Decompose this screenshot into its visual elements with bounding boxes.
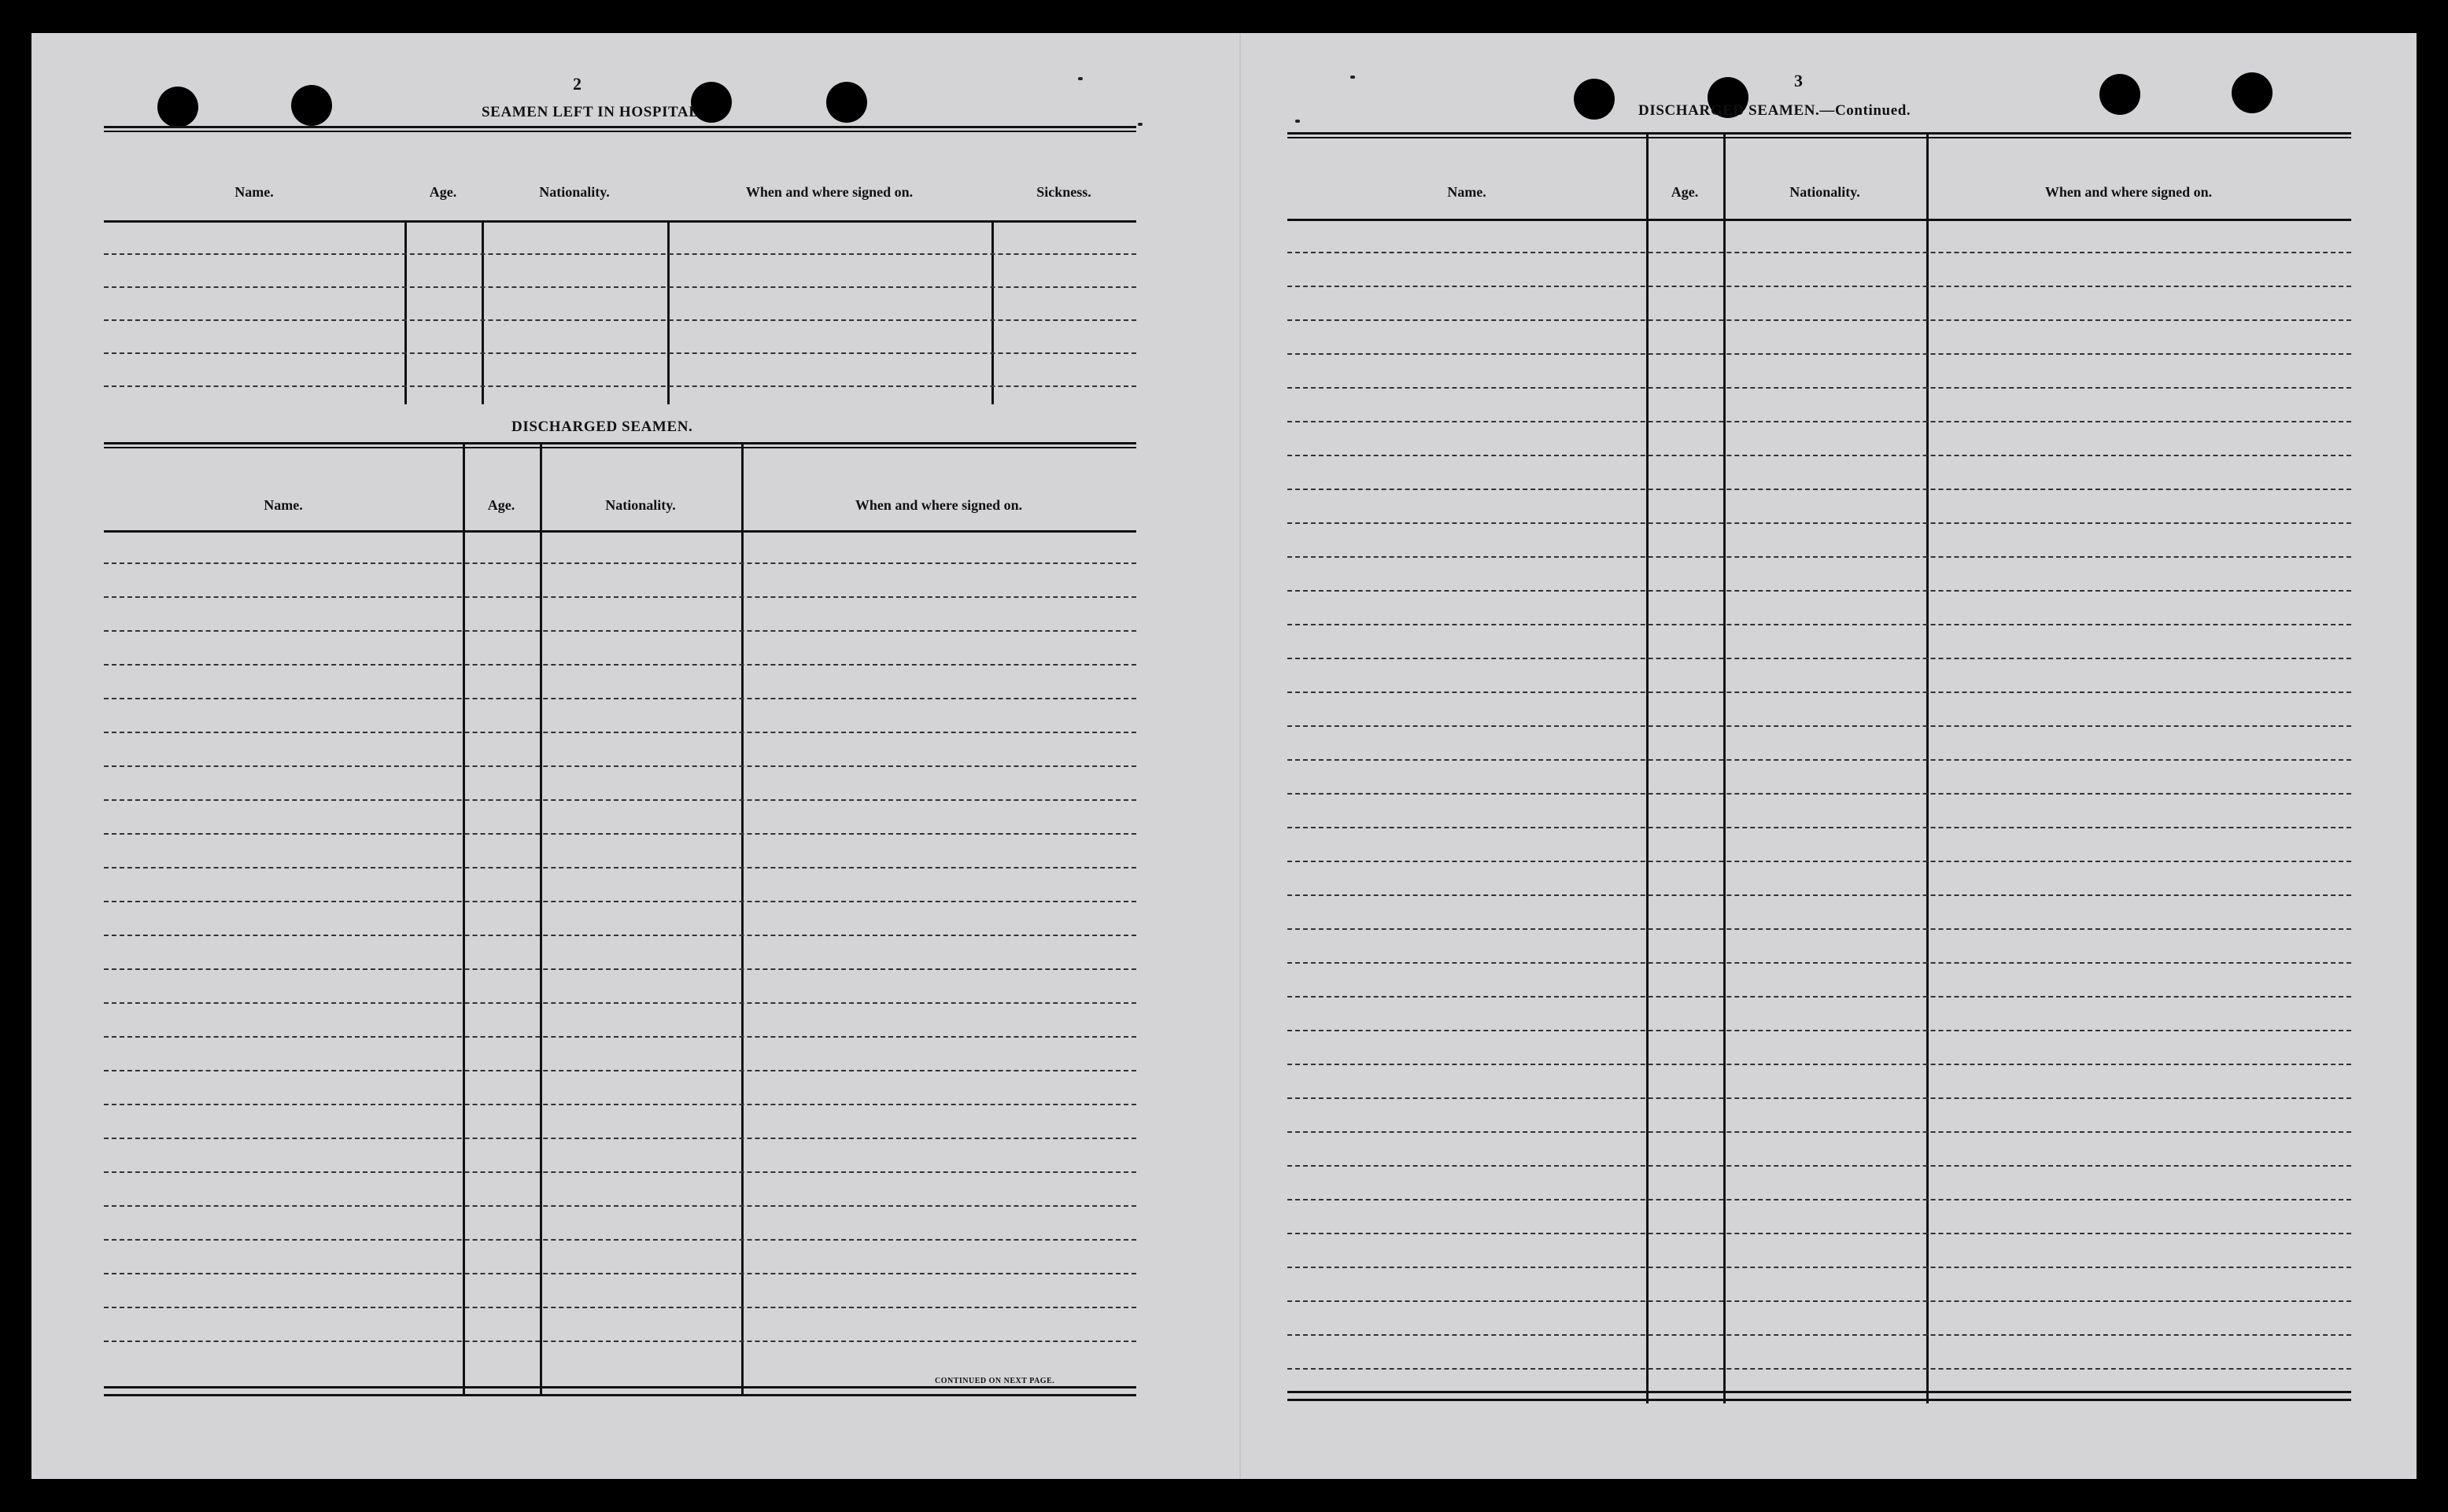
entry-line <box>1287 725 2351 727</box>
entry-line <box>104 1070 1136 1071</box>
column-divider <box>463 442 465 1396</box>
entry-line <box>1287 928 2351 930</box>
header-rule <box>104 220 1136 223</box>
column-divider <box>1646 132 1649 1403</box>
ink-speck <box>1350 76 1355 79</box>
entry-line <box>104 833 1136 835</box>
entry-line <box>1287 1233 2351 1234</box>
entry-line <box>104 901 1136 902</box>
entry-line <box>104 1341 1136 1342</box>
continued-note: CONTINUED ON NEXT PAGE. <box>935 1377 1055 1385</box>
entry-line <box>104 562 1136 564</box>
column-header-nationality: Nationality. <box>539 184 610 200</box>
entry-line <box>1287 353 2351 355</box>
column-header-signed-on: When and where signed on. <box>2044 184 2213 200</box>
table-rule <box>1287 137 2351 138</box>
entry-line <box>1287 387 2351 389</box>
entry-line <box>104 1273 1136 1274</box>
entry-line <box>104 319 1136 321</box>
header-rule <box>1287 219 2351 221</box>
entry-line <box>1287 1300 2351 1302</box>
page-fold <box>1239 33 1241 1479</box>
entry-line <box>104 935 1136 936</box>
punch-hole <box>1574 79 1615 120</box>
entry-line <box>104 968 1136 970</box>
entry-line <box>104 1307 1136 1308</box>
entry-line <box>104 1104 1136 1105</box>
entry-line <box>1287 894 2351 896</box>
column-divider <box>991 220 994 404</box>
entry-line <box>104 286 1136 288</box>
column-divider <box>1723 132 1726 1403</box>
entry-line <box>104 385 1136 387</box>
column-header-signed-on: When and where signed on. <box>855 497 1023 513</box>
ink-speck <box>1295 120 1300 123</box>
entry-line <box>1287 1334 2351 1336</box>
table-rule <box>104 126 1136 128</box>
ink-speck <box>1138 123 1143 126</box>
column-divider <box>482 220 484 404</box>
entry-line <box>1287 759 2351 761</box>
entry-line <box>104 630 1136 632</box>
table-bottom-rule <box>104 1394 1136 1396</box>
entry-line <box>1287 1097 2351 1099</box>
entry-line <box>1287 590 2351 592</box>
column-header-name: Name. <box>234 184 274 200</box>
hospital-table <box>104 126 1136 404</box>
entry-line <box>1287 489 2351 490</box>
entry-line <box>104 1239 1136 1241</box>
table-bottom-rule <box>104 1386 1136 1388</box>
document-sheet <box>31 33 2417 1479</box>
discharged-table-left <box>104 442 1136 1396</box>
column-header-name: Name. <box>1447 184 1486 200</box>
entry-line <box>104 765 1136 767</box>
entry-line <box>1287 1199 2351 1200</box>
entry-line <box>1287 861 2351 862</box>
entry-line <box>1287 1064 2351 1065</box>
discharged-section-title: DISCHARGED SEAMEN. <box>511 419 693 435</box>
entry-line <box>1287 421 2351 422</box>
entry-line <box>1287 1368 2351 1370</box>
table-rule <box>104 442 1136 444</box>
entry-line <box>1287 962 2351 964</box>
column-divider <box>540 442 542 1396</box>
page-number: 2 <box>573 74 582 94</box>
table-rule <box>1287 132 2351 135</box>
discharged-table-right <box>1287 132 2351 1403</box>
table-rule <box>104 131 1136 132</box>
entry-line <box>104 732 1136 733</box>
punch-hole <box>157 87 198 127</box>
hospital-section-title: SEAMEN LEFT IN HOSPITAL. <box>482 104 703 120</box>
entry-line <box>104 596 1136 598</box>
column-header-nationality: Nationality. <box>1789 184 1860 200</box>
table-bottom-rule <box>1287 1399 2351 1401</box>
punch-hole <box>826 82 867 123</box>
punch-hole <box>291 85 332 126</box>
column-divider <box>1926 132 1929 1403</box>
entry-line <box>1287 286 2351 287</box>
column-divider <box>741 442 744 1396</box>
column-divider <box>667 220 670 404</box>
entry-line <box>1287 691 2351 693</box>
entry-line <box>1287 996 2351 998</box>
entry-line <box>1287 455 2351 456</box>
entry-line <box>104 1171 1136 1173</box>
entry-line <box>104 253 1136 255</box>
ink-speck <box>1078 77 1083 80</box>
column-header-age: Age. <box>429 184 457 200</box>
column-header-nationality: Nationality. <box>605 497 676 513</box>
punch-hole <box>2099 74 2140 115</box>
column-header-sickness: Sickness. <box>1036 184 1091 200</box>
page-number: 3 <box>1794 71 1803 90</box>
entry-line <box>1287 319 2351 321</box>
entry-line <box>104 799 1136 801</box>
entry-line <box>1287 1267 2351 1268</box>
entry-line <box>1287 624 2351 625</box>
entry-line <box>1287 1165 2351 1167</box>
entry-line <box>1287 1131 2351 1133</box>
entry-line <box>1287 658 2351 659</box>
entry-line <box>104 1138 1136 1139</box>
column-header-name: Name. <box>264 497 303 513</box>
entry-line <box>104 867 1136 868</box>
column-header-age: Age. <box>1671 184 1699 200</box>
punch-hole <box>2232 72 2273 113</box>
entry-line <box>104 698 1136 699</box>
entry-line <box>104 1002 1136 1004</box>
entry-line <box>1287 793 2351 795</box>
entry-line <box>1287 556 2351 558</box>
table-bottom-rule <box>1287 1391 2351 1393</box>
table-rule <box>104 447 1136 448</box>
column-header-signed-on: When and where signed on. <box>745 184 914 200</box>
entry-line <box>1287 522 2351 524</box>
entry-line <box>104 1205 1136 1207</box>
column-header-age: Age. <box>487 497 515 513</box>
entry-line <box>1287 1030 2351 1031</box>
entry-line <box>1287 252 2351 253</box>
header-rule <box>104 530 1136 533</box>
entry-line <box>104 1036 1136 1038</box>
column-divider <box>404 220 407 404</box>
entry-line <box>104 352 1136 354</box>
discharged-continued-title: DISCHARGED SEAMEN.—Continued. <box>1638 102 1911 119</box>
entry-line <box>1287 827 2351 828</box>
entry-line <box>104 664 1136 666</box>
